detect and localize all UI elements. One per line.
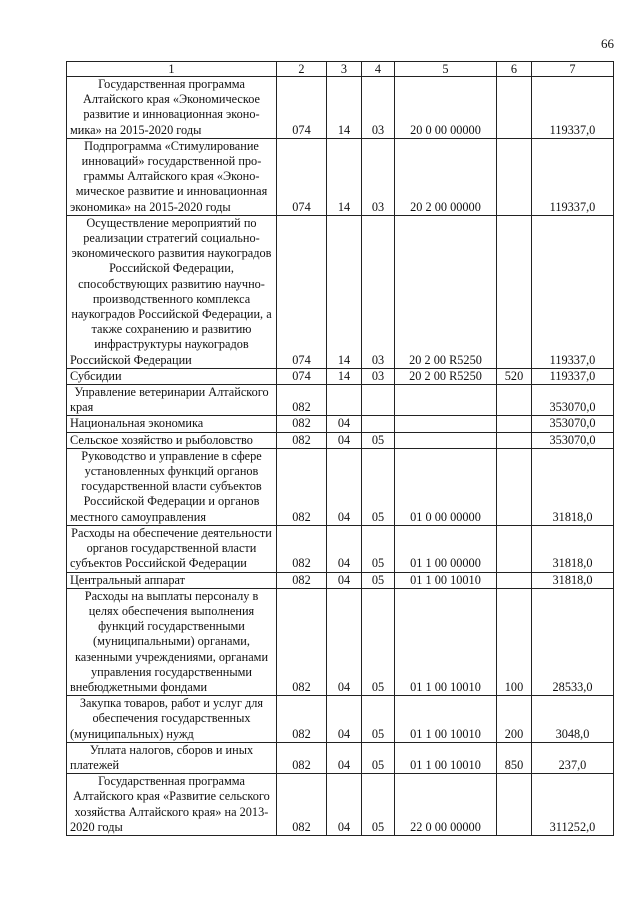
csr-cell: 01 0 00 00000	[395, 448, 497, 525]
table-row	[67, 138, 614, 215]
table-row	[67, 742, 614, 773]
podrazdel-cell: 05	[362, 448, 395, 525]
header-col-5: 5	[395, 62, 497, 77]
name-cell: Сельское хозяйство и рыболовство	[67, 432, 277, 448]
name-cell: Уплата налогов, сборов и иных платежей	[67, 742, 277, 773]
razdel-cell: 14	[327, 77, 362, 139]
podrazdel-cell: 05	[362, 696, 395, 743]
podrazdel-cell: 05	[362, 588, 395, 695]
header-col-7: 7	[532, 62, 614, 77]
podrazdel-cell: 03	[362, 368, 395, 384]
vr-cell	[497, 138, 532, 215]
header-col-1: 1	[67, 62, 277, 77]
vedomstvo-cell: 074	[277, 368, 327, 384]
csr-cell: 01 1 00 10010	[395, 572, 497, 588]
budget-table	[66, 61, 614, 836]
name-cell: Национальная экономика	[67, 416, 277, 432]
podrazdel-cell	[362, 385, 395, 416]
podrazdel-cell: 05	[362, 432, 395, 448]
vr-cell: 100	[497, 588, 532, 695]
vr-cell	[497, 448, 532, 525]
amount-cell: 28533,0	[532, 588, 614, 695]
csr-cell	[395, 416, 497, 432]
vr-cell	[497, 416, 532, 432]
vedomstvo-cell: 074	[277, 138, 327, 215]
razdel-cell: 04	[327, 416, 362, 432]
name-cell: Управление ветеринарии Алтайского края	[67, 385, 277, 416]
amount-cell: 3048,0	[532, 696, 614, 743]
name-cell: Подпрограмма «Стимулирование инноваций» государственной программы Алтайского края «Экономическое развитие и инновационная экономика» на 2015-2020 годы	[67, 138, 277, 215]
amount-cell: 119337,0	[532, 215, 614, 368]
amount-cell: 353070,0	[532, 432, 614, 448]
csr-cell: 20 0 00 00000	[395, 77, 497, 139]
header-col-2: 2	[277, 62, 327, 77]
vr-cell	[497, 774, 532, 836]
razdel-cell: 04	[327, 696, 362, 743]
csr-cell: 20 2 00 R5250	[395, 368, 497, 384]
vr-cell	[497, 77, 532, 139]
vr-cell	[497, 385, 532, 416]
vedomstvo-cell: 082	[277, 774, 327, 836]
vr-cell	[497, 525, 532, 572]
csr-cell: 01 1 00 10010	[395, 742, 497, 773]
table-row	[67, 696, 614, 743]
vedomstvo-cell: 082	[277, 416, 327, 432]
amount-cell: 31818,0	[532, 525, 614, 572]
vedomstvo-cell: 082	[277, 696, 327, 743]
csr-cell: 01 1 00 00000	[395, 525, 497, 572]
razdel-cell: 04	[327, 588, 362, 695]
amount-cell: 237,0	[532, 742, 614, 773]
vedomstvo-cell: 074	[277, 77, 327, 139]
vedomstvo-cell: 082	[277, 432, 327, 448]
vr-cell	[497, 215, 532, 368]
razdel-cell: 04	[327, 774, 362, 836]
amount-cell: 119337,0	[532, 138, 614, 215]
vedomstvo-cell: 082	[277, 588, 327, 695]
table-row	[67, 525, 614, 572]
table-row	[67, 432, 614, 448]
razdel-cell: 04	[327, 572, 362, 588]
table-row	[67, 385, 614, 416]
table-row	[67, 416, 614, 432]
amount-cell: 31818,0	[532, 448, 614, 525]
podrazdel-cell: 03	[362, 215, 395, 368]
table-row	[67, 215, 614, 368]
header-col-6: 6	[497, 62, 532, 77]
podrazdel-cell: 05	[362, 742, 395, 773]
page-number: 66	[601, 36, 614, 51]
name-cell: Субсидии	[67, 368, 277, 384]
csr-cell: 01 1 00 10010	[395, 588, 497, 695]
csr-cell: 22 0 00 00000	[395, 774, 497, 836]
razdel-cell: 04	[327, 432, 362, 448]
podrazdel-cell: 03	[362, 77, 395, 139]
name-cell: Государственная программа Алтайского края «Развитие сельского хозяйства Алтайского края» на 2013-2020 годы	[67, 774, 277, 836]
amount-cell: 353070,0	[532, 385, 614, 416]
vedomstvo-cell: 082	[277, 525, 327, 572]
vedomstvo-cell: 082	[277, 448, 327, 525]
name-cell: Закупка товаров, работ и услуг для обеспечения государственных (муниципальных) нужд	[67, 696, 277, 743]
vr-cell: 520	[497, 368, 532, 384]
table-row	[67, 774, 614, 836]
razdel-cell: 04	[327, 525, 362, 572]
podrazdel-cell	[362, 416, 395, 432]
vedomstvo-cell: 082	[277, 572, 327, 588]
podrazdel-cell: 05	[362, 525, 395, 572]
csr-cell: 20 2 00 R5250	[395, 215, 497, 368]
csr-cell	[395, 432, 497, 448]
razdel-cell: 04	[327, 448, 362, 525]
name-cell: Руководство и управление в сфере установленных функций органов государственной власти субъектов Российской Федерации и органов местного самоуправления	[67, 448, 277, 525]
podrazdel-cell: 03	[362, 138, 395, 215]
razdel-cell: 04	[327, 742, 362, 773]
name-cell: Расходы на выплаты персоналу в целях обеспечения выполнения функций государственными (муниципальными) органами, казенными учреждениями, органами управления государственными внебюджетными фондами	[67, 588, 277, 695]
vr-cell: 200	[497, 696, 532, 743]
podrazdel-cell: 05	[362, 774, 395, 836]
razdel-cell: 14	[327, 368, 362, 384]
name-cell: Осуществление мероприятий по реализации стратегий социально-экономического развития наукоградов Российской Федерации, способствующих развитию научно-производственного комплекса наукоградов Российской Федерации, а также сохранению и развитию инфраструктуры наукоградов Российской Федерации	[67, 215, 277, 368]
csr-cell: 20 2 00 00000	[395, 138, 497, 215]
razdel-cell: 14	[327, 215, 362, 368]
razdel-cell: 14	[327, 138, 362, 215]
amount-cell: 353070,0	[532, 416, 614, 432]
vedomstvo-cell: 074	[277, 215, 327, 368]
header-col-3: 3	[327, 62, 362, 77]
table-row	[67, 448, 614, 525]
vedomstvo-cell: 082	[277, 385, 327, 416]
razdel-cell	[327, 385, 362, 416]
amount-cell: 31818,0	[532, 572, 614, 588]
csr-cell: 01 1 00 10010	[395, 696, 497, 743]
amount-cell: 311252,0	[532, 774, 614, 836]
table-row	[67, 77, 614, 139]
name-cell: Государственная программа Алтайского края «Экономическое развитие и инновационная экономика» на 2015-2020 годы	[67, 77, 277, 139]
podrazdel-cell: 05	[362, 572, 395, 588]
vr-cell	[497, 572, 532, 588]
table-row	[67, 588, 614, 695]
header-col-4: 4	[362, 62, 395, 77]
header-row	[67, 62, 614, 77]
vr-cell	[497, 432, 532, 448]
name-cell: Центральный аппарат	[67, 572, 277, 588]
csr-cell	[395, 385, 497, 416]
name-cell: Расходы на обеспечение деятельности органов государственной власти субъектов Российской Федерации	[67, 525, 277, 572]
amount-cell: 119337,0	[532, 368, 614, 384]
vr-cell: 850	[497, 742, 532, 773]
table-row	[67, 572, 614, 588]
amount-cell: 119337,0	[532, 77, 614, 139]
table-row	[67, 368, 614, 384]
vedomstvo-cell: 082	[277, 742, 327, 773]
